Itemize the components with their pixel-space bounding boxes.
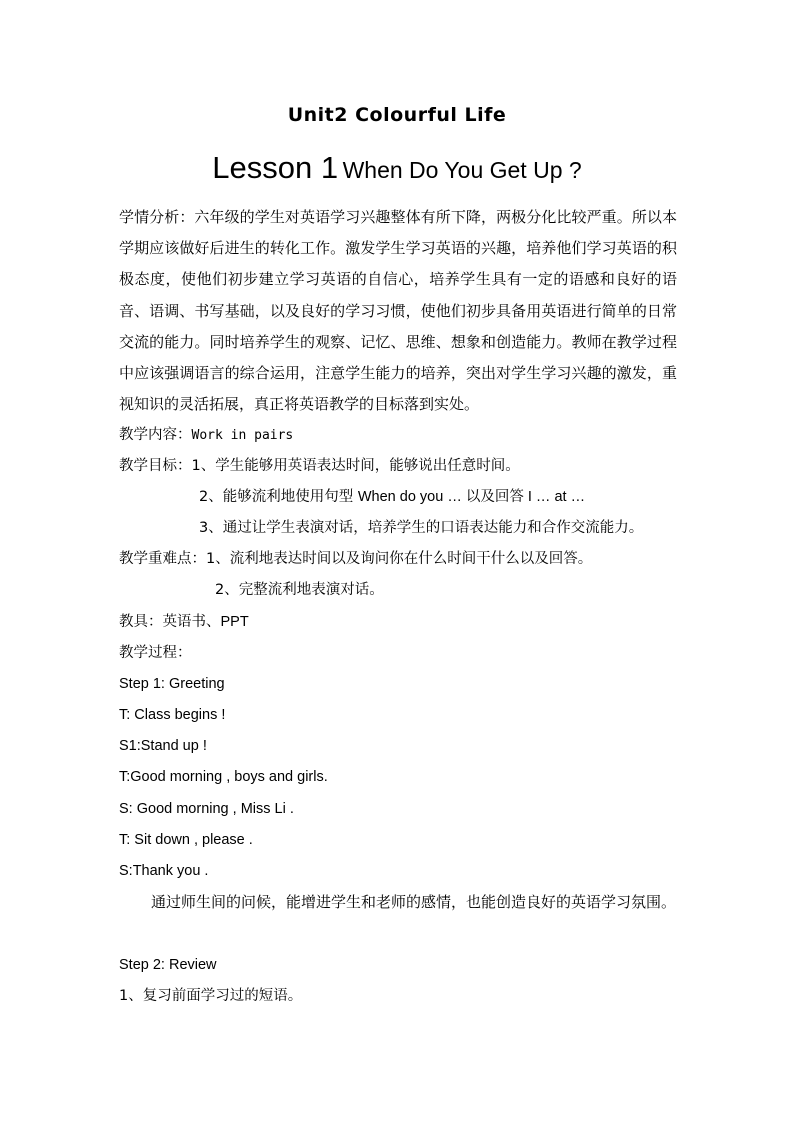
teaching-content-value: Work in pairs (191, 428, 294, 443)
teaching-content-label: 教学内容： (119, 427, 192, 443)
key-points-label: 教学重难点： (119, 551, 206, 567)
dialogue-line: T: Class begins ! (119, 707, 226, 723)
dialogue-line: S:Thank you . (119, 863, 209, 879)
learner-analysis-paragraph: 学情分析：六年级的学生对英语学习兴趣整体有所下降，两极分化比较严重。所以本学期应该做好后进生的转化工作。激发学生学习英语的兴趣，培养他们学习英语的积极态度，使他们初步建立学习英语的自信心，培养学生具有一定的语感和良好的语音、语调、书写基础，以及良好的学习习惯，使他们初步具备用英语进行简单的日常交流的能力。同时培养学生的观察、记忆、思维、想象和创造能力。教师在教学过程中应该强调语言的综合运用，注意学生能力的培养，突出对学生学习兴趣的激发，重视知识的灵活拓展，真正将英语教学的目标落到实处。 (119, 208, 677, 414)
lesson-title (0, 150, 794, 186)
key-point-1: 1、流利地表达时间以及询问你在什么时间干什么以及回答。 (206, 551, 593, 567)
goal-1: 1、学生能够用英语表达时间，能够说出任意时间。 (191, 458, 520, 474)
teaching-process-label: 教学过程： (119, 645, 192, 661)
goal-3: 3、通过让学生表演对话，培养学生的口语表达能力和合作交流能力。 (199, 520, 644, 536)
lesson-label: Lesson 1 (212, 150, 339, 185)
goal-2 (199, 487, 585, 507)
greeting-note-paragraph: 通过师生间的问候，能增进学生和老师的感情，也能创造良好的英语学习氛围。 (151, 893, 677, 911)
teaching-goals (119, 456, 520, 476)
dialogue-line: T: Sit down , please . (119, 832, 253, 848)
dialogue-line: T:Good morning , boys and girls. (119, 769, 328, 785)
goal-2-pattern: When do you … 以及回答 I … at … (357, 489, 586, 505)
teaching-tools-label: 教具：英语书、 (119, 614, 221, 630)
teaching-content (119, 425, 293, 446)
lesson-subtitle: When Do You Get Up ? (342, 157, 582, 183)
review-item-1: 1、复习前面学习过的短语。 (119, 988, 303, 1004)
goal-2-prefix: 2、能够流利地使用句型 (199, 489, 358, 505)
step-2-title: Step 2: Review (119, 957, 217, 973)
step-1-title: Step 1: Greeting (119, 676, 225, 692)
dialogue-line: S1:Stand up ! (119, 738, 207, 754)
teaching-goals-label: 教学目标： (119, 458, 192, 474)
dialogue-line: S: Good morning , Miss Li . (119, 801, 294, 817)
teaching-tools-value: PPT (220, 614, 249, 630)
key-point-2: 2、完整流利地表演对话。 (215, 582, 384, 598)
teaching-tools (119, 612, 249, 632)
unit-title: Unit2 Colourful Life (287, 104, 507, 126)
key-points (119, 549, 592, 569)
